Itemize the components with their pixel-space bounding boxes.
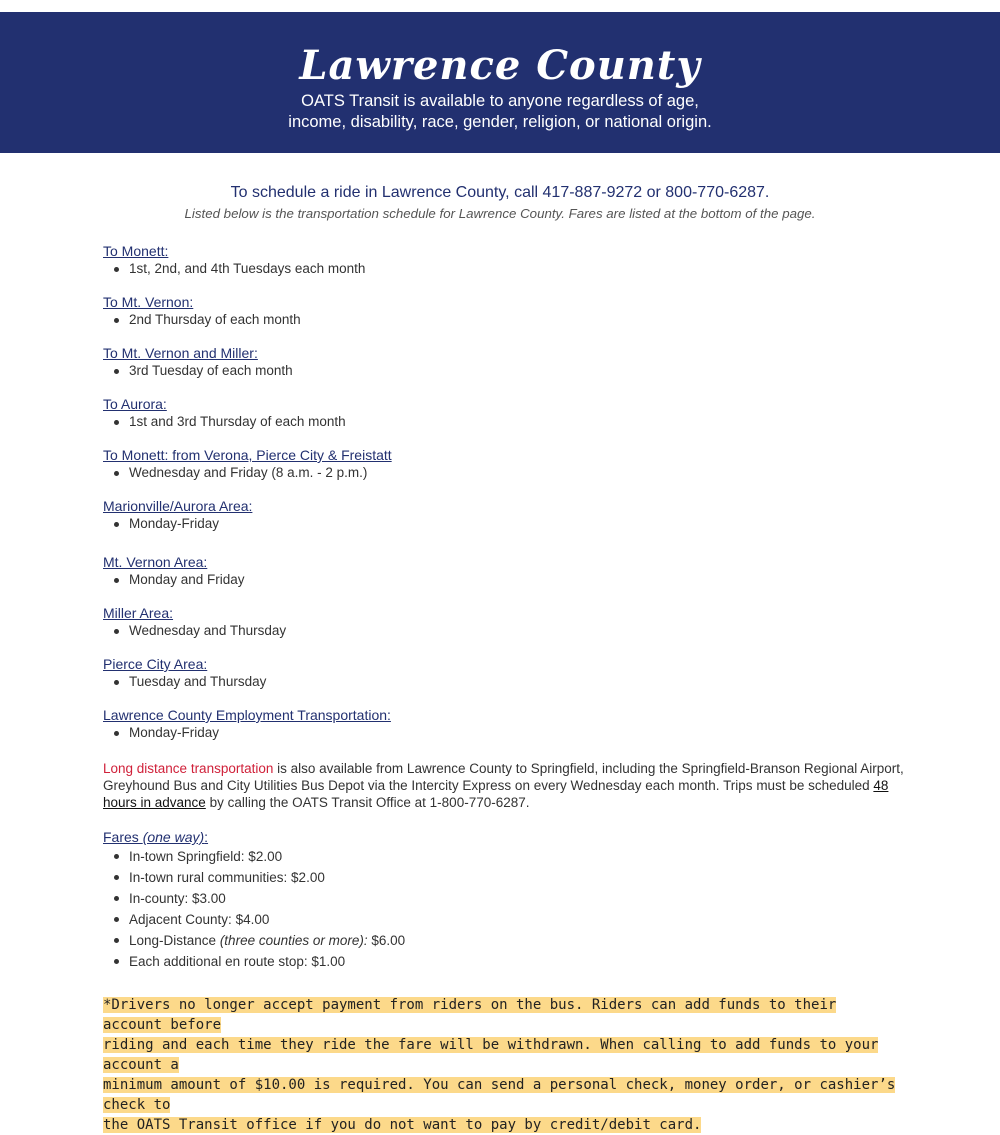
fare-item [103,951,903,972]
route-monett [103,243,903,294]
fares-title-text: Fares [103,829,143,845]
route-miller-area [103,605,903,656]
fares-title-end: : [204,829,209,845]
route-detail: Tuesday and Thursday [103,673,903,691]
route-detail: Monday-Friday [103,724,903,742]
advance-notice-text: 48 hours in advance [103,778,889,810]
fares-title-em: (one way) [142,829,205,845]
route-title[interactable]: To Mt. Vernon: [103,294,194,310]
route-detail: 2nd Thursday of each month [103,311,903,329]
long-distance-paragraph [103,760,913,811]
fares-list [103,846,903,972]
route-title[interactable]: Lawrence County Employment Transportation: [103,707,391,723]
route-mt-vernon-miller [103,345,903,396]
route-aurora [103,396,903,447]
route-detail: 3rd Tuesday of each month [103,362,903,380]
route-detail: Monday and Friday [103,571,903,589]
long-distance-text-end: by calling the OATS Transit Office at 1-800-770-6287. [205,795,530,810]
fare-label: In-town rural communities: $2.00 [129,870,325,885]
fares-section [103,829,903,972]
route-mt-vernon-area [103,554,903,605]
schedule-call-text: To schedule a ride in Lawrence County, call 417-887-9272 or 800-770-6287. [230,184,770,201]
route-detail: Wednesday and Thursday [103,622,903,640]
fare-label: In-county: $3.00 [129,891,226,906]
fare-label: Long-Distance [129,933,220,948]
route-title[interactable]: To Monett: from Verona, Pierce City & Freistatt [103,447,392,463]
route-title[interactable]: To Mt. Vernon and Miller: [103,345,258,361]
route-detail: 1st, 2nd, and 4th Tuesdays each month [103,260,903,278]
route-title[interactable]: Marionville/Aurora Area: [103,498,253,514]
fare-label: Adjacent County: $4.00 [129,912,270,927]
fare-item [103,909,903,930]
fare-item [103,846,903,867]
page-title: Lawrence County [299,42,701,89]
payment-notice [103,995,903,1135]
route-schedule [103,243,903,758]
fares-title[interactable] [103,829,903,846]
route-detail: Wednesday and Friday (8 a.m. - 2 p.m.) [103,464,903,482]
fare-item [103,930,903,951]
route-detail: Monday-Friday [103,515,903,533]
fare-label: Each additional en route stop: $1.00 [129,954,346,969]
long-distance-text: is also available from Lawrence County to Springfield, including the Springfield-Branson Regional Airport, Greyhound Bus and City Utilities Bus Depot via the Intercity Express on every Wednesday each month. Trips must be scheduled [103,761,904,793]
fare-label-end: $6.00 [367,933,406,948]
route-title[interactable]: Miller Area: [103,605,174,621]
route-title[interactable]: Mt. Vernon Area: [103,554,208,570]
route-title[interactable]: Pierce City Area: [103,656,208,672]
fare-label-em: (three counties or more): [219,933,368,948]
fare-item [103,888,903,909]
fare-item [103,867,903,888]
tagline-line-2: income, disability, race, gender, religion, or national origin. [288,113,712,131]
route-monett-from-verona [103,447,903,498]
route-employment-transportation [103,707,903,758]
route-detail: 1st and 3rd Thursday of each month [103,413,903,431]
tagline-line-1: OATS Transit is available to anyone regardless of age, [301,92,699,110]
notice-line-4: the OATS Transit office if you do not want to pay by credit/debit card. [103,1117,702,1133]
route-marionville-aurora [103,498,903,554]
header-banner [0,12,1000,153]
long-distance-highlight: Long distance transportation [103,761,274,776]
fare-label: In-town Springfield: $2.00 [129,849,283,864]
notice-line-1: *Drivers no longer accept payment from riders on the bus. Riders can add funds to their account before [103,997,837,1033]
route-title[interactable]: To Aurora: [103,396,167,412]
notice-line-3: minimum amount of $10.00 is required. You can send a personal check, money order, or cashier’s check to [103,1077,896,1113]
notice-line-2: riding and each time they ride the fare will be withdrawn. When calling to add funds to your account a [103,1037,879,1073]
route-pierce-city-area [103,656,903,707]
route-title[interactable]: To Monett: [103,243,169,259]
header-tagline [0,91,1000,133]
schedule-note: Listed below is the transportation schedule for Lawrence County. Fares are listed at the bottom of the page. [184,206,816,221]
route-mt-vernon [103,294,903,345]
